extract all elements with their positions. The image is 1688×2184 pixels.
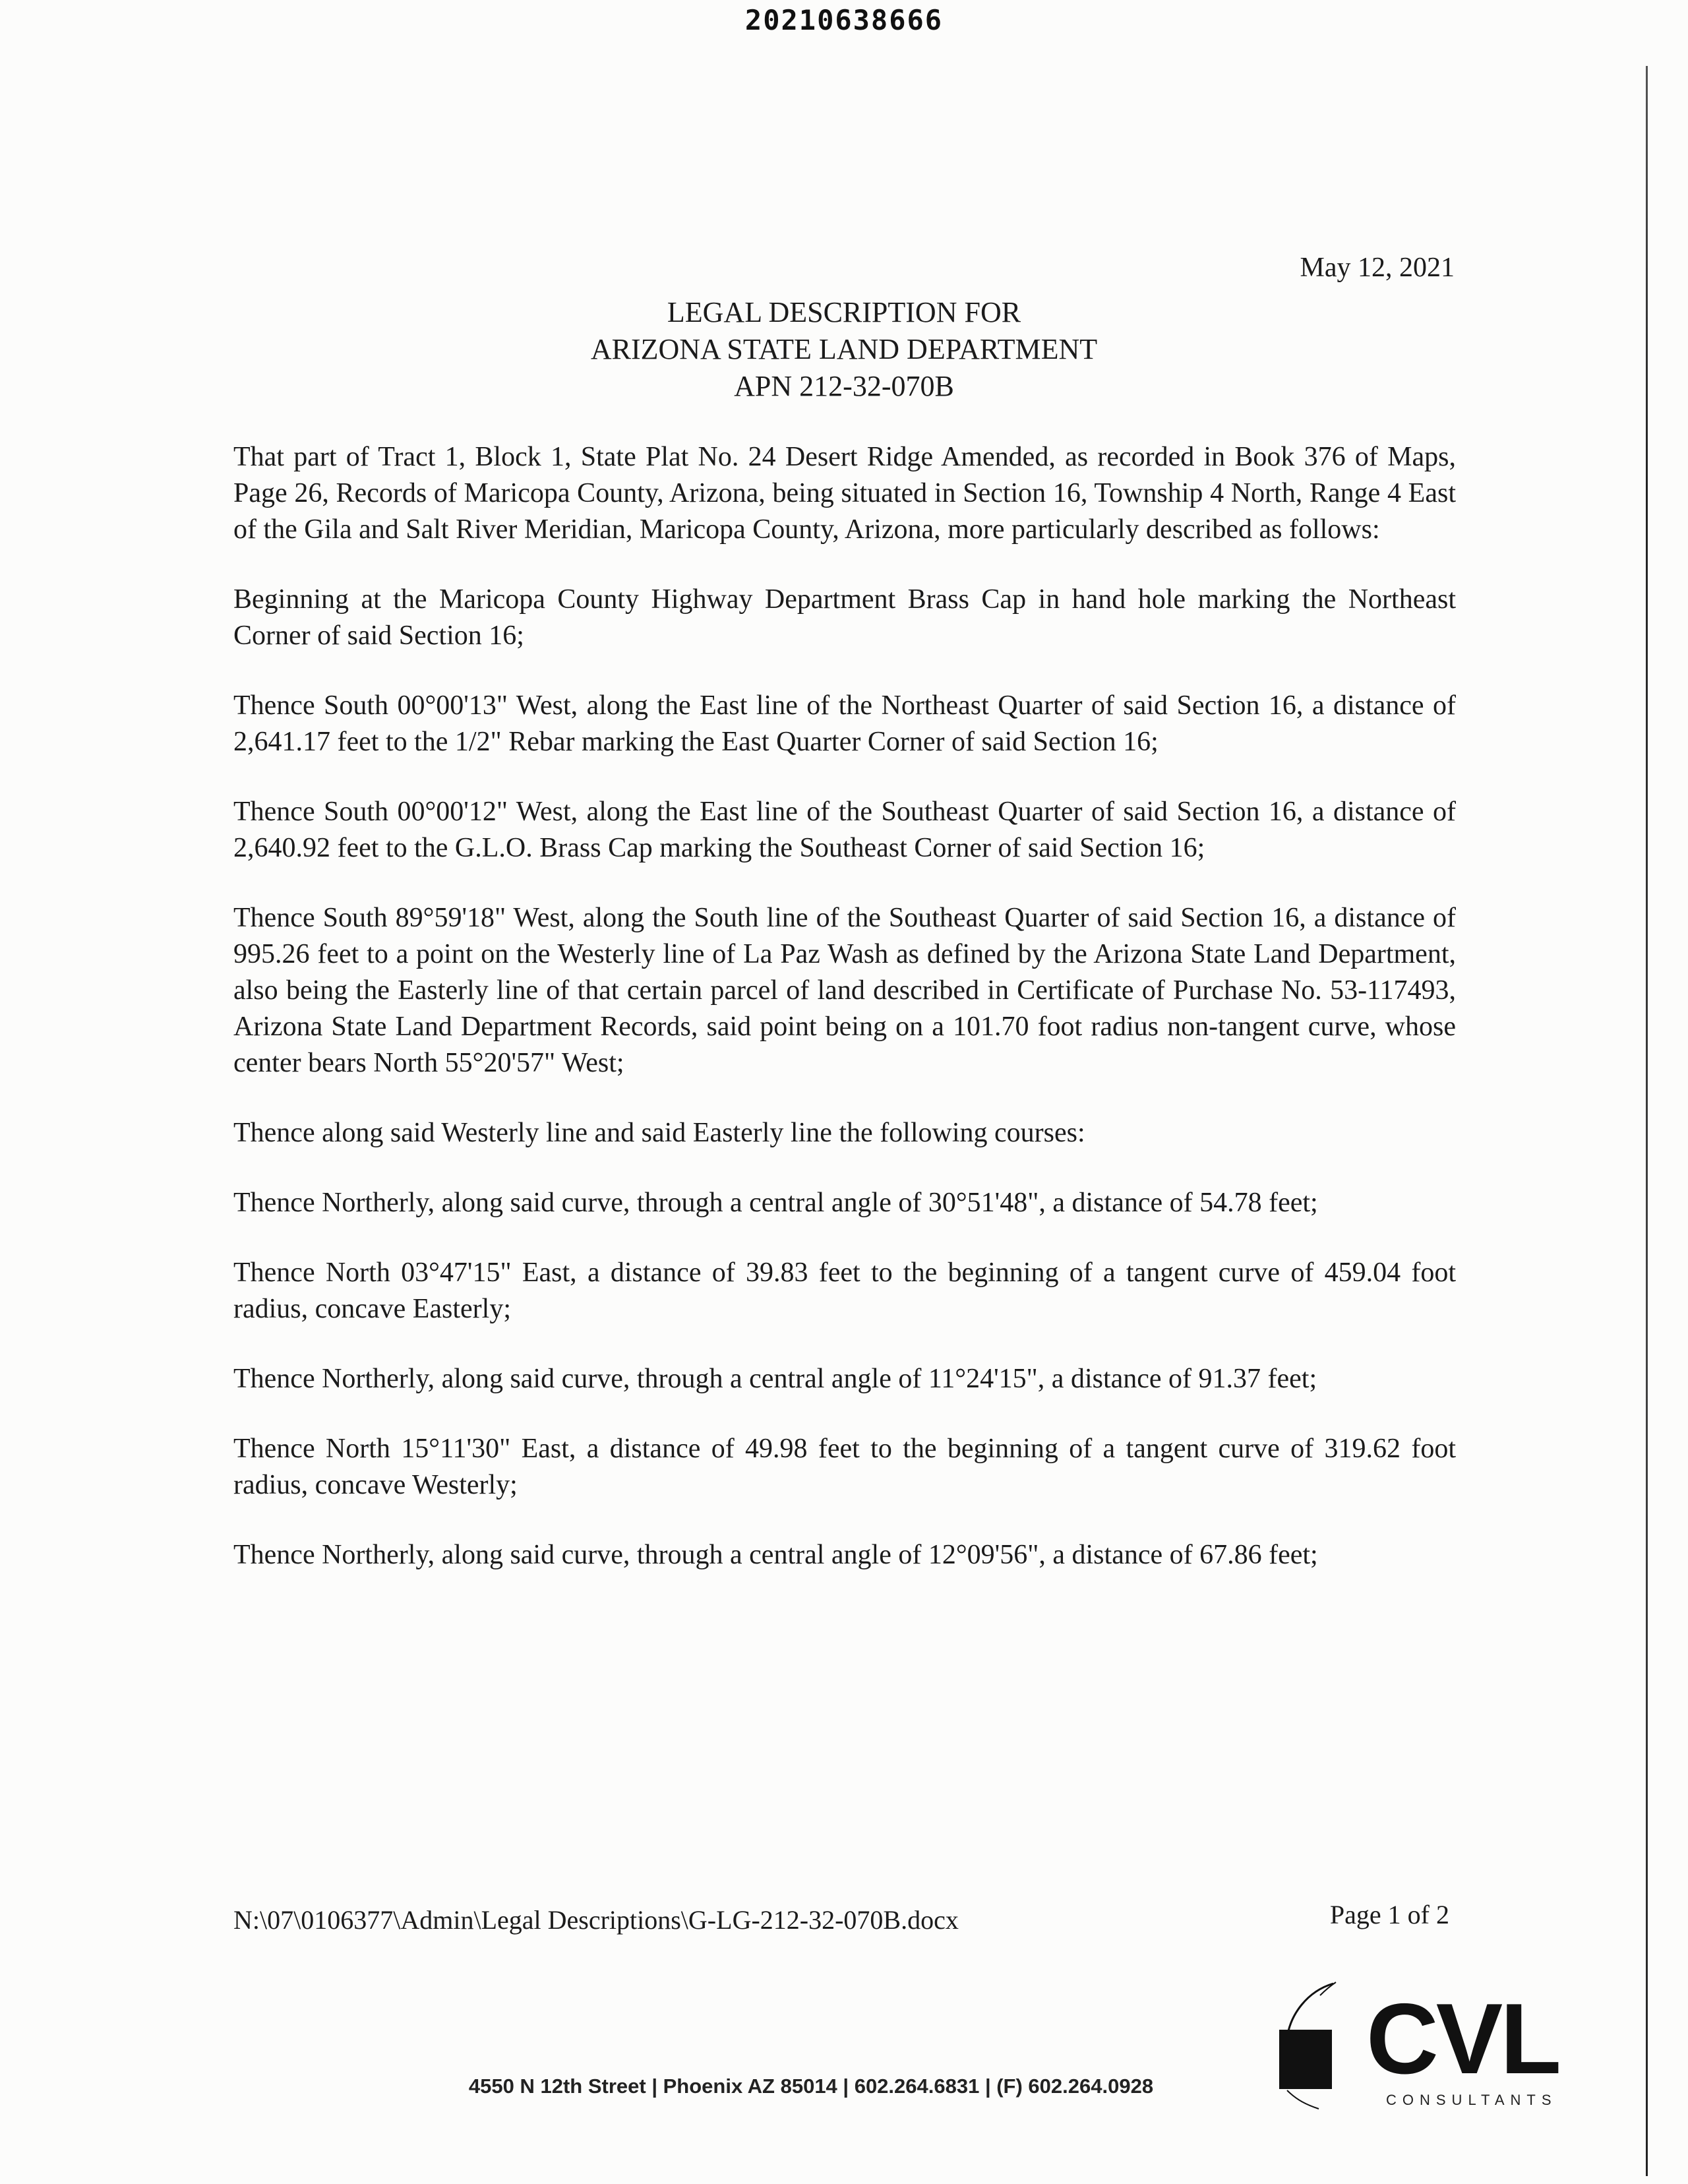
company-address: 4550 N 12th Street | Phoenix AZ 85014 | 602.264.6831 | (F) 602.264.0928 <box>468 2075 1154 2098</box>
recording-number: 20210638666 <box>744 4 944 36</box>
legal-description-body <box>233 439 1456 1607</box>
title-line: APN 212-32-070B <box>734 370 954 402</box>
scan-edge-line <box>1646 66 1648 2176</box>
cvl-logo-mark-icon <box>1267 1978 1373 2110</box>
document-date: May 12, 2021 <box>1300 253 1455 283</box>
logo-subtitle: CONSULTANTS <box>1386 2092 1557 2108</box>
paragraph: That part of Tract 1, Block 1, State Plat No. 24 Desert Ridge Amended, as recorded in Book 376 of Maps, Page 26, Records of Maricopa County, Arizona, being situated in Section 16, Township 4 North, Range 4 East of the Gila and Salt River Meridian, Maricopa County, Arizona, more particularly described as follows: <box>233 442 1456 545</box>
paragraph: Thence South 00°00'13" West, along the East line of the Northeast Quarter of said Section 16, a distance of 2,641.17 feet to the 1/2" Rebar marking the East Quarter Corner of said Section 16; <box>233 690 1456 757</box>
company-logo <box>1267 1978 1557 2110</box>
logo-wordmark: CVL <box>1366 1983 1559 2095</box>
document-title <box>422 294 1266 405</box>
paragraph: Thence South 00°00'12" West, along the East line of the Southeast Quarter of said Section 16, a distance of 2,640.92 feet to the G.L.O. Brass Cap marking the Southeast Corner of said Section 16; <box>233 797 1456 863</box>
paragraph: Thence Northerly, along said curve, through a central angle of 11°24'15", a distance of 91.37 feet; <box>233 1364 1317 1394</box>
paragraph: Thence North 15°11'30" East, a distance of 49.98 feet to the beginning of a tangent curve of 319.62 foot radius, concave Westerly; <box>233 1434 1456 1500</box>
page-number: Page 1 of 2 <box>1329 1900 1449 1929</box>
paragraph: Thence North 03°47'15" East, a distance of 39.83 feet to the beginning of a tangent curve of 459.04 foot radius, concave Easterly; <box>233 1258 1456 1324</box>
paragraph: Thence Northerly, along said curve, through a central angle of 30°51'48", a distance of 54.78 feet; <box>233 1188 1318 1218</box>
paragraph: Beginning at the Maricopa County Highway Department Brass Cap in hand hole marking the Northeast Corner of said Section 16; <box>233 584 1456 651</box>
title-line: ARIZONA STATE LAND DEPARTMENT <box>590 333 1098 365</box>
file-path: N:\07\0106377\Admin\Legal Descriptions\G-LG-212-32-070B.docx <box>233 1905 959 1935</box>
paragraph: Thence Northerly, along said curve, through a central angle of 12°09'56", a distance of 67.86 feet; <box>233 1540 1318 1570</box>
paragraph: Thence along said Westerly line and said Easterly line the following courses: <box>233 1118 1085 1148</box>
title-line: LEGAL DESCRIPTION FOR <box>667 296 1021 328</box>
paragraph: Thence South 89°59'18" West, along the South line of the Southeast Quarter of said Section 16, a distance of 995.26 feet to a point on the Westerly line of La Paz Wash as defined by the Arizona State Land Department, also being the Easterly line of that certain parcel of land described in Certificate of Purchase No. 53-117493, Arizona State Land Department Records, said point being on a 101.70 foot radius non-tangent curve, whose center bears North 55°20'57" West; <box>233 903 1456 1078</box>
